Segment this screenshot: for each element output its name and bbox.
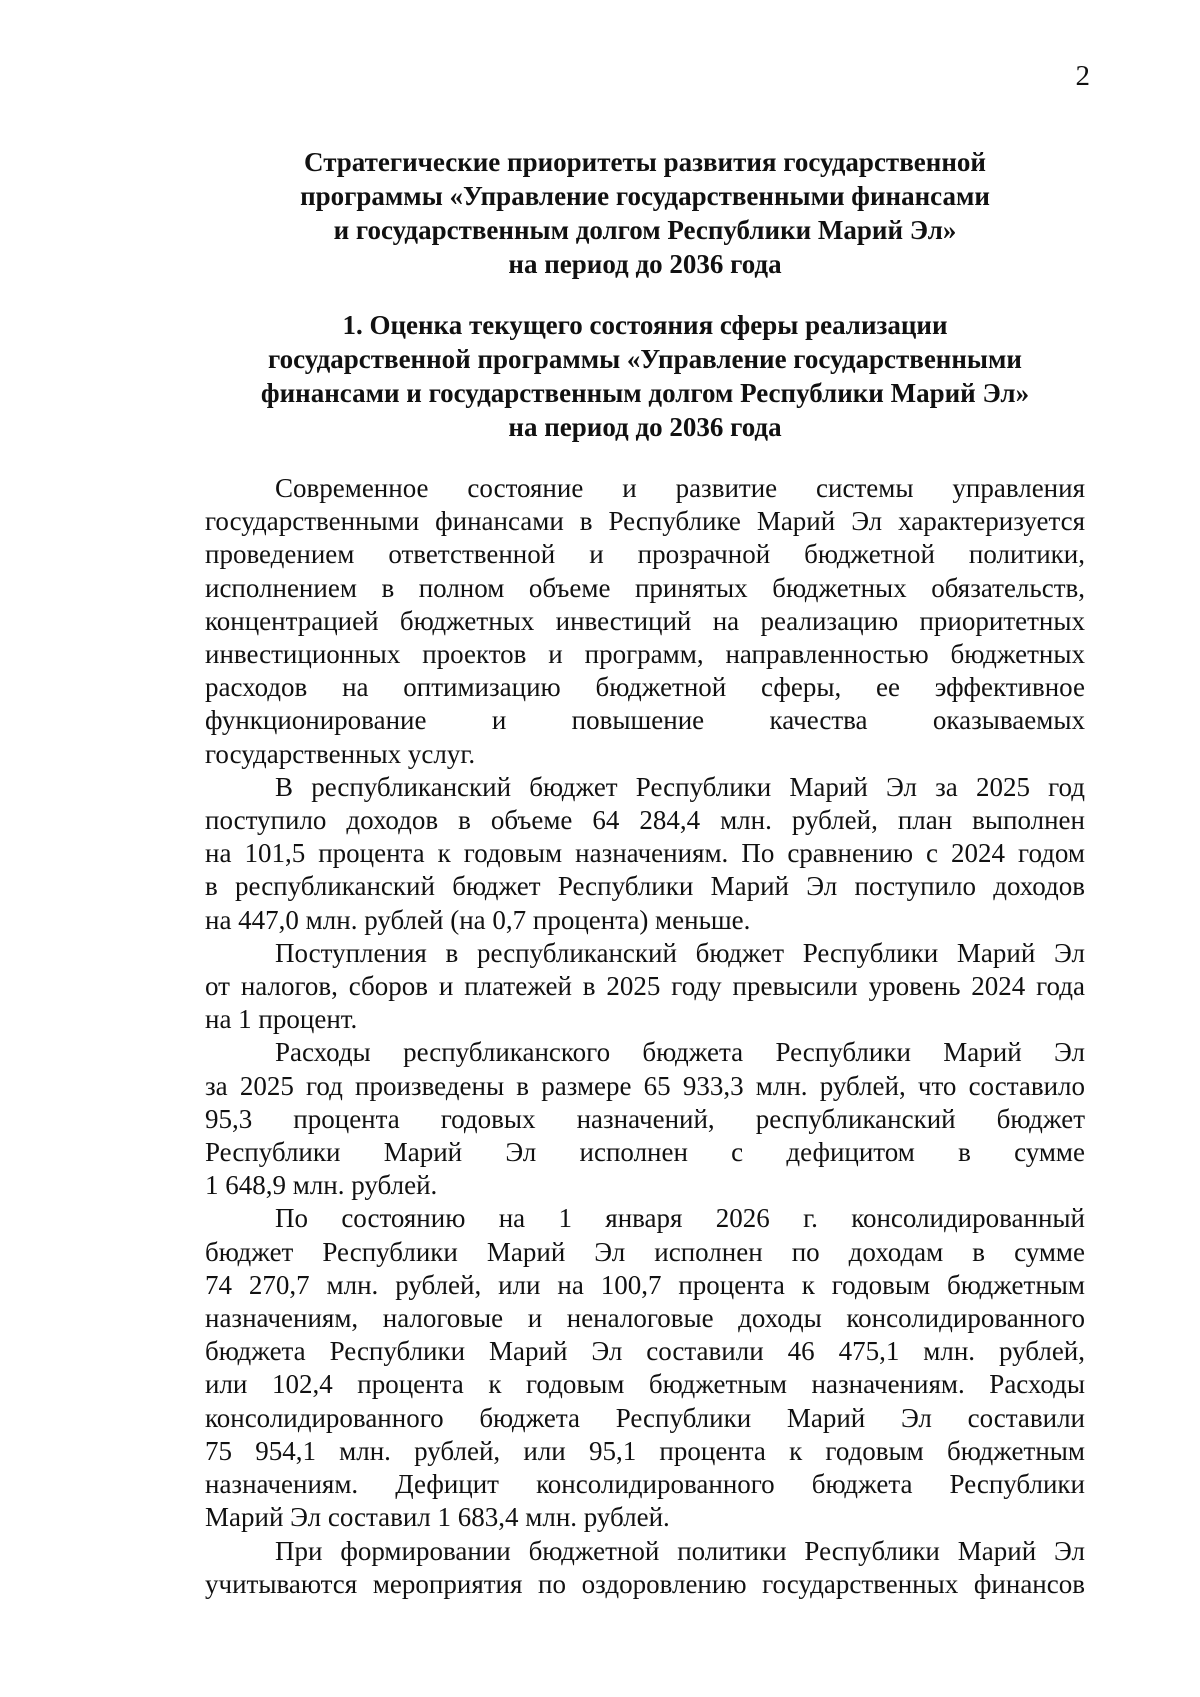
text-line: Поступления в республиканский бюджет Республики Марий Эл bbox=[275, 937, 1085, 968]
paragraph bbox=[205, 937, 1085, 1037]
text-line: на 1 процент. bbox=[205, 1004, 358, 1035]
title-line: Стратегические приоритеты развития государственной bbox=[304, 147, 986, 177]
text-line: 75 954,1 млн. рублей, или 95,1 процента к годовым бюджетным bbox=[205, 1435, 1085, 1466]
text-line: бюджет Республики Марий Эл исполнен по доходам в сумме bbox=[205, 1236, 1085, 1267]
document-title bbox=[205, 145, 1085, 281]
paragraph bbox=[205, 771, 1085, 937]
text-line: Марий Эл составил 1 683,4 млн. рублей. bbox=[205, 1502, 670, 1533]
text-line: на 101,5 процента к годовым назначениям. По сравнению с 2024 годом bbox=[205, 838, 1085, 869]
text-line: инвестиционных проектов и программ, направленностью бюджетных bbox=[205, 639, 1085, 670]
section-heading-line: на период до 2036 года bbox=[508, 412, 782, 442]
text-line: проведением ответственной и прозрачной бюджетной политики, bbox=[205, 539, 1085, 570]
text-line: или 102,4 процента к годовым бюджетным назначениям. Расходы bbox=[205, 1369, 1085, 1400]
section-heading-line: финансами и государственным долгом Республики Марий Эл» bbox=[260, 378, 1030, 408]
paragraph bbox=[205, 1202, 1085, 1534]
text-line: назначениям. Дефицит консолидированного бюджета Республики bbox=[205, 1469, 1085, 1500]
text-line: В республиканский бюджет Республики Марий Эл за 2025 год bbox=[275, 771, 1085, 802]
paragraph bbox=[205, 1036, 1085, 1202]
text-line: функционирование и повышение качества оказываемых bbox=[205, 705, 1085, 736]
text-line: При формировании бюджетной политики Республики Марий Эл bbox=[275, 1535, 1085, 1566]
text-line: от налогов, сборов и платежей в 2025 году превысили уровень 2024 года bbox=[205, 971, 1085, 1002]
section-heading-line: 1. Оценка текущего состояния сферы реализации bbox=[342, 310, 948, 340]
paragraph bbox=[205, 1535, 1085, 1601]
title-line: и государственным долгом Республики Марий Эл» bbox=[333, 215, 957, 245]
title-line: на период до 2036 года bbox=[508, 249, 782, 279]
text-line: государственными финансами в Республике Марий Эл характеризуется bbox=[205, 506, 1085, 537]
title-line: программы «Управление государственными финансами bbox=[300, 181, 990, 211]
text-line: на 447,0 млн. рублей (на 0,7 процента) меньше. bbox=[205, 904, 751, 935]
text-line: Современное состояние и развитие системы управления bbox=[275, 473, 1085, 503]
text-line: консолидированного бюджета Республики Марий Эл составили bbox=[205, 1402, 1085, 1433]
text-line: По состоянию на 1 января 2026 г. консолидированный bbox=[275, 1203, 1085, 1234]
section-heading bbox=[205, 308, 1085, 444]
text-line: Республики Марий Эл исполнен с дефицитом в сумме bbox=[205, 1137, 1085, 1168]
text-line: бюджета Республики Марий Эл составили 46 475,1 млн. рублей, bbox=[205, 1336, 1085, 1367]
text-line: учитываются мероприятия по оздоровлению государственных финансов bbox=[205, 1568, 1085, 1599]
section-heading-line: государственной программы «Управление государственными bbox=[268, 344, 1022, 374]
text-line: назначениям, налоговые и неналоговые доходы консолидированного bbox=[205, 1303, 1085, 1334]
body-text bbox=[205, 472, 1085, 1601]
text-line: исполнением в полном объеме принятых бюджетных обязательств, bbox=[205, 572, 1085, 603]
text-line: 74 270,7 млн. рублей, или на 100,7 процента к годовым бюджетным bbox=[205, 1269, 1085, 1300]
text-line: 95,3 процента годовых назначений, республиканский бюджет bbox=[205, 1103, 1085, 1134]
paragraph bbox=[205, 472, 1085, 771]
text-line: концентрацией бюджетных инвестиций на реализацию приоритетных bbox=[205, 605, 1085, 636]
text-line: за 2025 год произведены в размере 65 933,3 млн. рублей, что составило bbox=[205, 1070, 1085, 1101]
page-number: 2 bbox=[1075, 60, 1090, 92]
text-line: расходов на оптимизацию бюджетной сферы, ее эффективное bbox=[205, 672, 1085, 703]
text-line: в республиканский бюджет Республики Марий Эл поступило доходов bbox=[205, 871, 1085, 902]
text-line: Расходы республиканского бюджета Республики Марий Эл bbox=[275, 1037, 1085, 1068]
text-line: 1 648,9 млн. рублей. bbox=[205, 1170, 438, 1201]
text-line: государственных услуг. bbox=[205, 738, 476, 769]
text-line: поступило доходов в объеме 64 284,4 млн. рублей, план выполнен bbox=[205, 805, 1085, 836]
